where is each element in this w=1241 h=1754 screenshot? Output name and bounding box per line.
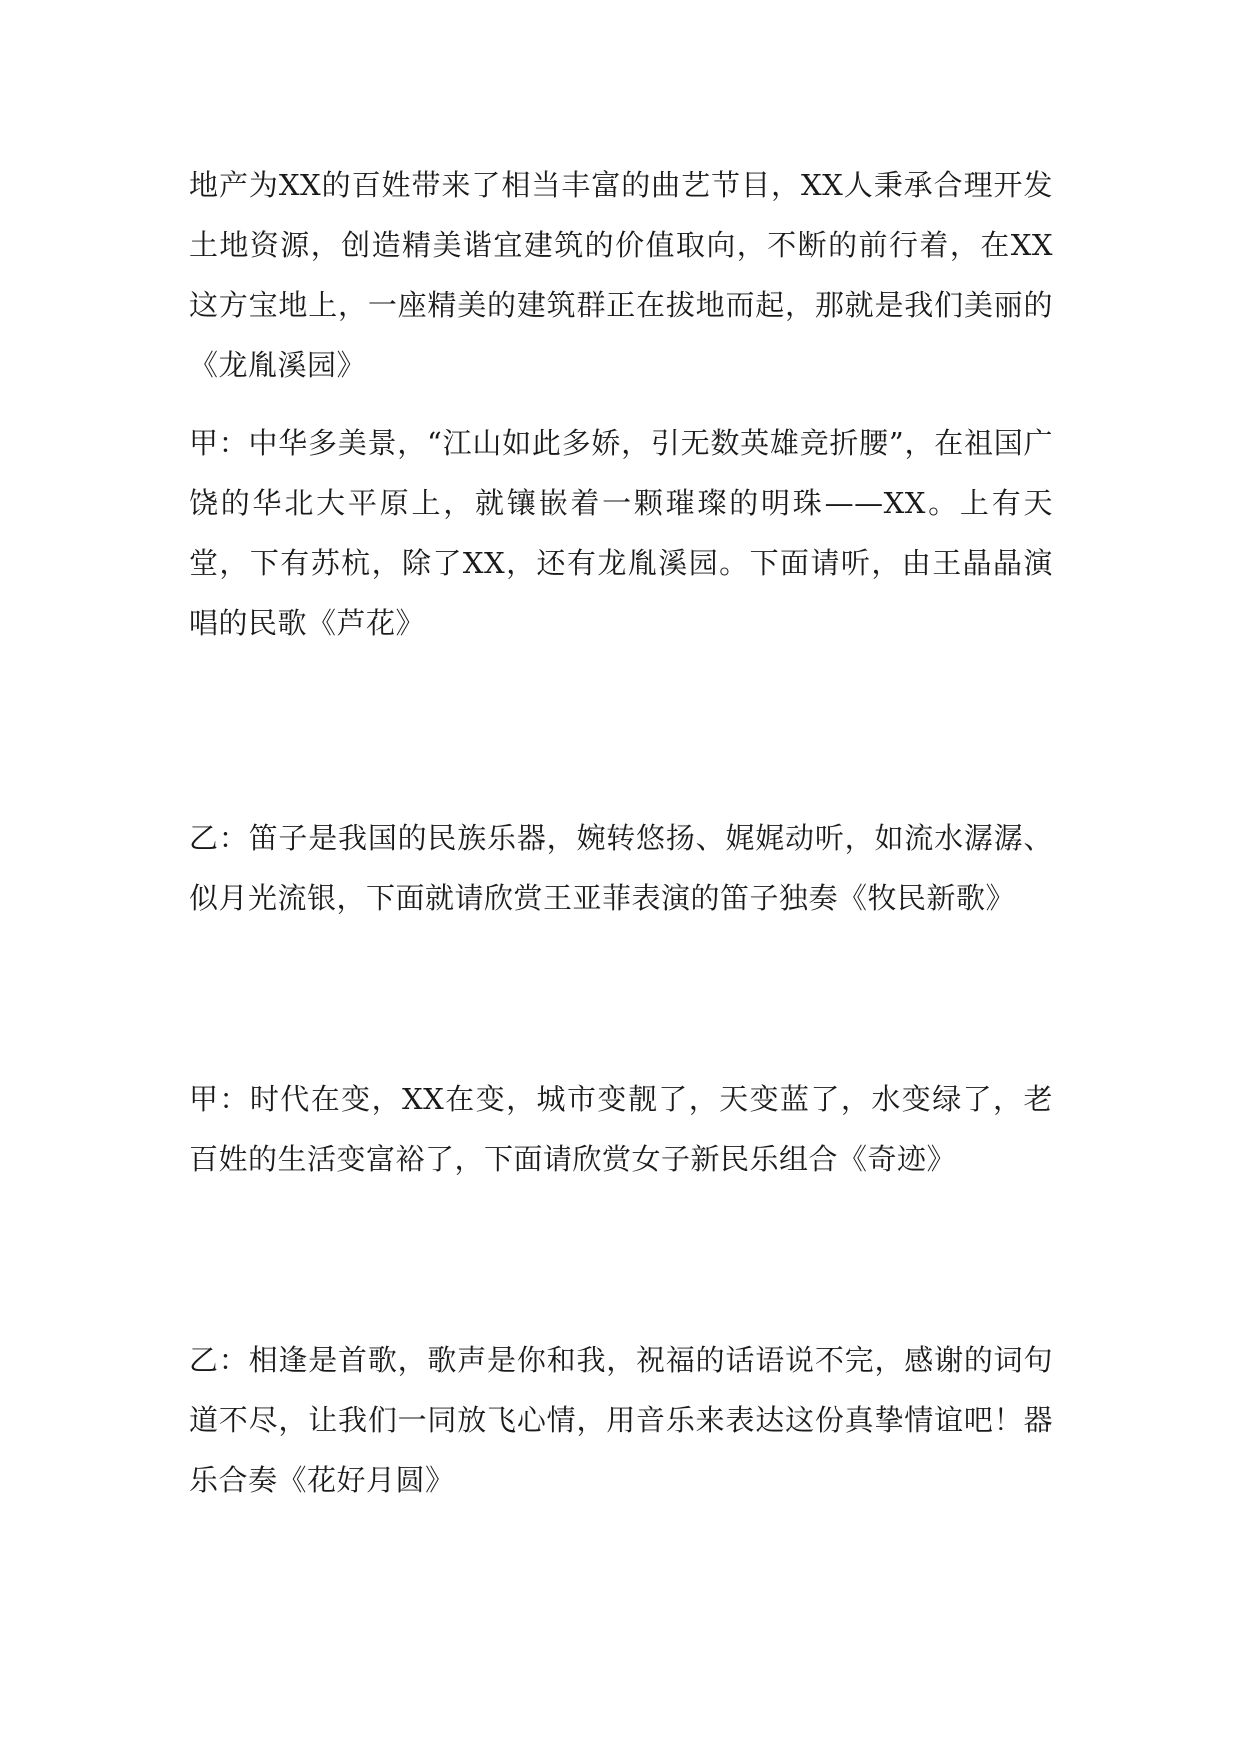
paragraph-yi-ensemble: 乙：相逢是首歌，歌声是你和我，祝福的话语说不完，感谢的词句道不尽，让我们一同放飞心情，用音乐来表达这份真挚情谊吧！器乐合奏《花好月圆》: [189, 1343, 1053, 1497]
paragraph-jia-miracle: 甲：时代在变，XX在变，城市变靓了，天变蓝了，水变绿了，老百姓的生活变富裕了，下面请欣赏女子新民乐组合《奇迹》: [189, 1082, 1053, 1176]
paragraph-yi-flute: 乙：笛子是我国的民族乐器，婉转悠扬、娓娓动听，如流水潺潺、似月光流银，下面就请欣赏王亚菲表演的笛子独奏《牧民新歌》: [189, 821, 1053, 915]
paragraph-intro: 地产为XX的百姓带来了相当丰富的曲艺节目，XX人秉承合理开发土地资源，创造精美谐宜建筑的价值取向，不断的前行着，在XX这方宝地上，一座精美的建筑群正在拔地而起，那就是我们美丽的《龙胤溪园》: [189, 168, 1053, 382]
paragraph-jia-luhua: 甲：中华多美景，“江山如此多娇，引无数英雄竞折腰”，在祖国广饶的华北大平原上，就镶嵌着一颗璀璨的明珠——XX。上有天堂，下有苏杭，除了XX，还有龙胤溪园。下面请听，由王晶晶演唱的民歌《芦花》: [189, 426, 1053, 640]
